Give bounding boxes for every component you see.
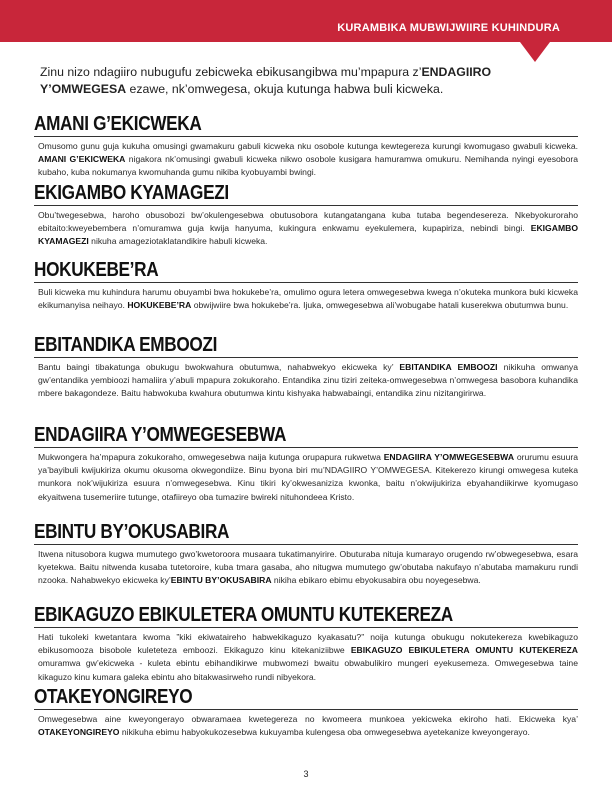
body-bold: ENDAGIIRA Y’OMWEGESEBWA xyxy=(383,452,515,462)
body-bold: EBITANDIKA EMBOOZI xyxy=(399,362,498,372)
intro-text: Zinu nizo ndagiiro nubugufu zebicweka ebikusangibwa mu’mpapura z’ xyxy=(40,65,422,79)
intro-paragraph xyxy=(40,64,580,98)
section-heading: AMANI G’EKICWEKA xyxy=(34,113,202,135)
section-body xyxy=(34,447,578,504)
header-title: KURAMBIKA MUBWIJWIIRE KUHINDURA xyxy=(337,22,560,34)
section-body xyxy=(34,709,578,739)
body-bold: EBINTU BY’OKUSABIRA xyxy=(170,575,272,586)
section-endagiira xyxy=(34,424,578,504)
section-heading: EBIKAGUZO EBIKULETERA OMUNTU KUTEKEREZA xyxy=(34,604,453,626)
section-body xyxy=(34,544,578,588)
section-heading: EBINTU BY’OKUSABIRA xyxy=(34,521,230,543)
body-bold: EKIGAMBO KYAMAGEZI xyxy=(38,223,578,247)
section-heading: EKIGAMBO KYAMAGEZI xyxy=(34,182,229,204)
body-text-end: nikuha amageziotaklatandikire habuli kicweka. xyxy=(88,236,268,247)
section-ebikaguzo xyxy=(34,604,578,684)
section-otakeyongireyo xyxy=(34,686,578,739)
section-body xyxy=(34,205,578,249)
body-text: Buli kicweka mu kuhindura harumu obuyambi bwa hokukebe’ra, omulimo ogura letera omwegesebwa kwega n’okuteka munkora buki kicweka ekikumanyisa neihayo. xyxy=(38,287,578,311)
header-tab-marker xyxy=(520,42,550,62)
body-bold: EBIKAGUZO EBIKULETERA OMUNTU KUTEKEREZA xyxy=(350,645,578,656)
section-heading: HOKUKEBE’RA xyxy=(34,259,159,281)
section-heading: EBITANDIKA EMBOOZI xyxy=(34,334,218,356)
body-text: Itwena nitusobora kugwa mumutego gwo’kwetoroora musaara tukatimanyirire. Obuturaba nituja kumarayo orugendo rw’obwegesebwa, esara kyetekwa. Baitu nitwenda kusaba tutetoroire, kuba tmara gasaba, aho nitugwa mumutego gw’obutaba nakufayo n’abutaba mamakuru rundi nzooka. Nahabwekyo ekicweka ky’ xyxy=(38,549,578,586)
body-text: Omusomo gunu guja kukuha omusingi gwamakuru gabuli kicweka nku osobole kutunga kewtegereza kurungi kwomugaso gwabuli kicweka. xyxy=(38,141,578,151)
intro-text-end: ezawe, nk’omwegesa, okuja kutunga habwa buli kicweka. xyxy=(126,82,444,96)
body-text-end: obwijwiire bwa hokukebe’ra. Ijuka, omwegesebwa ali’wobugabe hatali kuserekwa obutumwa bunu. xyxy=(191,300,569,311)
body-text-end: nikiha ebikaro ebimu ebyokusabira obu noyegesebwa. xyxy=(271,575,481,586)
body-text: Hati tukoleki kwetantara kwoma ”kiki ekiwataireho habwekikaguzo kyakasatu?” noija kutunga obukugu nokutekereza kwebikaguzo ebikusomooza bisobole kuleteteza emboozi. Ekikaguzo kinu kitekaniziibwe xyxy=(38,632,578,656)
body-text-end: nikikuha ebimu habyokukozesebwa kukuyamba kulengesa oba omwegesebwa ayetekanize kweyongerayo. xyxy=(119,727,530,738)
section-hokukebera xyxy=(34,259,578,312)
section-ekigambo xyxy=(34,182,578,249)
section-ebitandika xyxy=(34,334,578,401)
page-number: 3 xyxy=(303,769,309,779)
body-bold: AMANI G’EKICWEKA xyxy=(38,154,126,165)
section-body xyxy=(34,282,578,312)
section-body xyxy=(34,136,578,180)
header-bar xyxy=(0,0,612,42)
body-bold: OTAKEYONGIREYO xyxy=(38,727,120,738)
section-body xyxy=(34,357,578,401)
section-ebintu xyxy=(34,521,578,588)
body-text-end: orurumu esuura ya’bayibuli kwijukiriza okumu okusoma okwegondiize. Binu byona biri mu’NDAGIIRO Y’OMWEGESA. Kitekerezo kirungi omwegesa kuteka munkora nok’wijukiriza esuura n’omwegesebwa. Kinu tikiri ky’okwesaniziza kwonka, baitu n’okwijukiriza ebyahandiikirwe kyomugaso ekyaitwena tusemeriire tutunge, otafiireyo oba tumazire bwireki nituhondeea Kristo. xyxy=(38,452,578,502)
intro-bold: ENDAGIIRO Y’OMWEGESA xyxy=(40,65,492,96)
body-text: Mukwongera ha’mpapura zokukoraho, omwegesebwa naija kutunga orupapura rukwetwa xyxy=(38,452,384,462)
body-text: Bantu baingi tibakatunga obukugu bwokwahura obutumwa, nahabwekyo ekicweka ky’ xyxy=(38,362,400,372)
section-heading: OTAKEYONGIREYO xyxy=(34,686,193,708)
body-text: Omwegesebwa aine kweyongerayo obwaramaea kwetegereza no kwomeera munkoea yekicweka ekiroho hati. Ekicweka kya’ xyxy=(38,714,578,724)
body-text: Obu’twegesebwa, haroho obusobozi bw’okulengesebwa obutusobora kutangatangana kuba tutaba begendesereza. Nkebyokuroraho ebitaito:kweyebembera n’omuramwa guja kwija hanyuma, kukingura enkwamu eyekulemera, kupapiriza, nebindi bingi. xyxy=(38,210,578,234)
section-heading: ENDAGIIRA Y’OMWEGESEBWA xyxy=(34,424,287,446)
body-text-end: nigakora nk’omusingi gwabuli kicweka nikwo osobole kusigara hamuramwa omukuru. Nemihanda nyingi eyesobora kubaho, kuba nokumanya kwomuhanda gumu nikiba kyobuyambi bwingi. xyxy=(38,154,578,178)
section-amani xyxy=(34,113,578,180)
section-body xyxy=(34,627,578,684)
body-text-end: omuramwa gw’ekicweka - kuleta ebintu ebihandikirwe mubwomezi bwaitu obwabulikiro mungeri eyekusemeza. Omwegesebwa taine kikaguzo kinu kumara galeka ebintu aho bitakwasirweho rundi nibyekora. xyxy=(38,658,578,682)
body-bold: HOKUKEBE’RA xyxy=(127,300,192,311)
body-text-end: nikikuha omwanya gw’entandika yembioozi hamaliira y’abuli mpapura zokukoraho. Entandika zinu tiziri zeiteka-omwegesebwa n’omwegesa basobora kuhandika mbere bakagondeze. Baitu habwokuba kwahura obutumwa kintu kishyaka habwabaingi, entandika zinu nizitangirirwa. xyxy=(38,362,578,399)
